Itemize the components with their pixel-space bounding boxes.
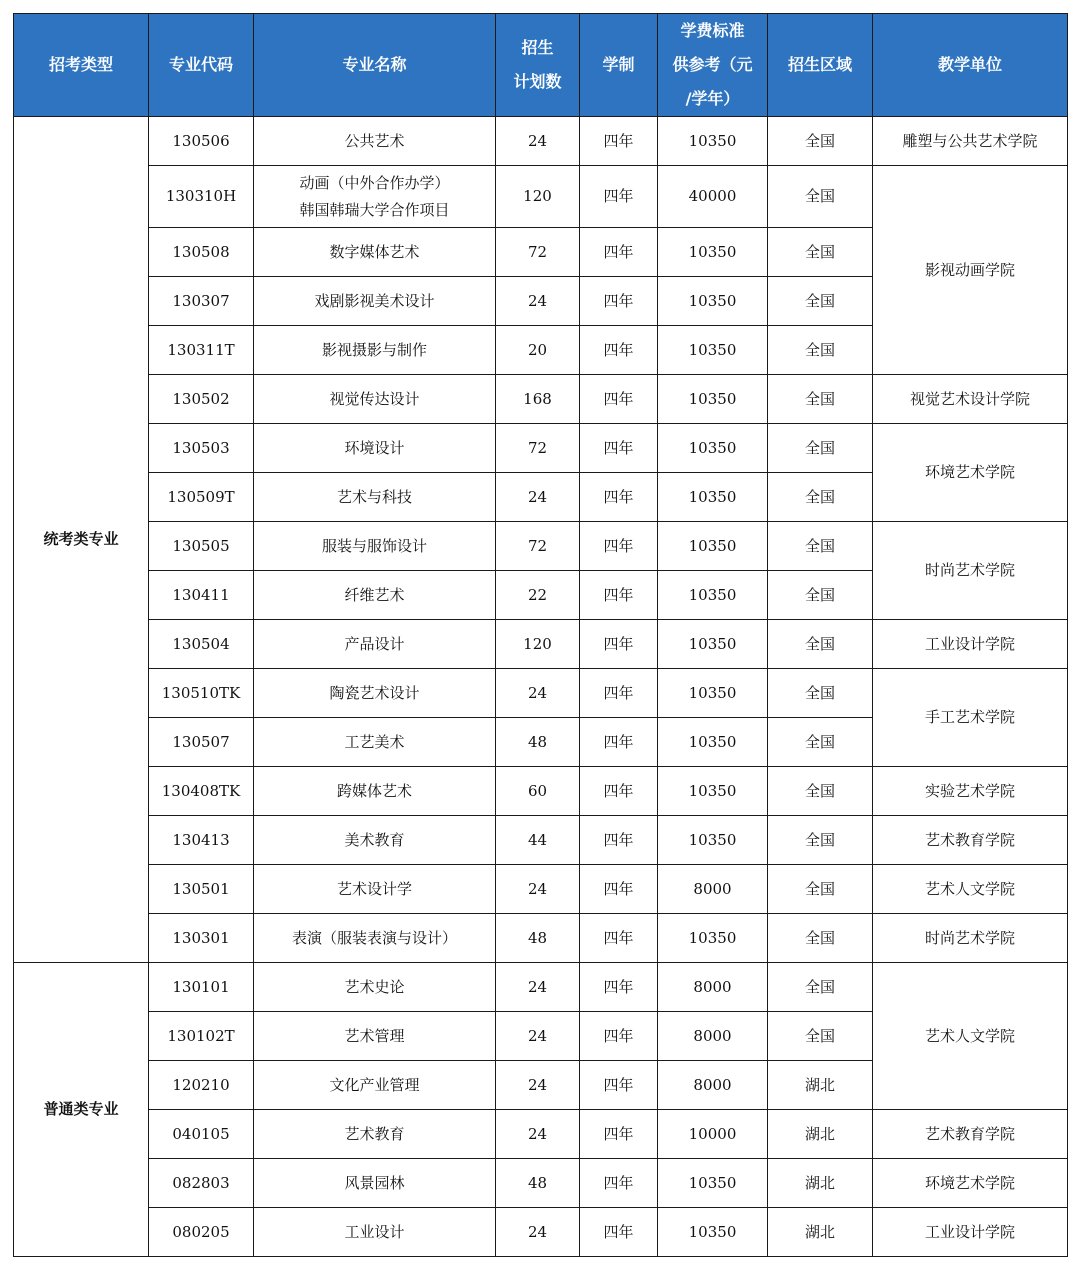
cell-name: 跨媒体艺术 [254, 767, 496, 816]
cell-region: 全国 [768, 718, 873, 767]
cell-plan: 24 [496, 1061, 580, 1110]
header-plan-line2: 计划数 [513, 72, 562, 91]
cell-duration: 四年 [580, 166, 658, 228]
cell-name: 产品设计 [254, 620, 496, 669]
cell-region: 全国 [768, 816, 873, 865]
cell-plan: 72 [496, 228, 580, 277]
header-name: 专业名称 [254, 14, 496, 117]
cell-name: 艺术管理 [254, 1012, 496, 1061]
cell-name: 影视摄影与制作 [254, 326, 496, 375]
cell-duration: 四年 [580, 571, 658, 620]
cell-name: 文化产业管理 [254, 1061, 496, 1110]
cell-name: 工业设计 [254, 1208, 496, 1257]
header-plan [496, 14, 580, 117]
category-unified: 统考类专业 [14, 117, 149, 963]
cell-region: 全国 [768, 1012, 873, 1061]
cell-name-line1: 动画（中外合作办学） [299, 173, 450, 192]
cell-fee: 10350 [658, 914, 768, 963]
admissions-table [13, 13, 1068, 1257]
cell-code: 130505 [149, 522, 254, 571]
table-row [14, 963, 1068, 1012]
cell-plan: 24 [496, 277, 580, 326]
cell-unit: 影视动画学院 [873, 166, 1068, 375]
cell-plan: 22 [496, 571, 580, 620]
cell-duration: 四年 [580, 473, 658, 522]
cell-region: 全国 [768, 963, 873, 1012]
cell-fee: 10350 [658, 816, 768, 865]
cell-unit: 时尚艺术学院 [873, 522, 1068, 620]
cell-plan: 24 [496, 117, 580, 166]
cell-name: 艺术设计学 [254, 865, 496, 914]
cell-unit: 视觉艺术设计学院 [873, 375, 1068, 424]
cell-plan: 120 [496, 166, 580, 228]
cell-fee: 10350 [658, 326, 768, 375]
cell-code: 130509T [149, 473, 254, 522]
cell-region: 全国 [768, 669, 873, 718]
cell-name: 戏剧影视美术设计 [254, 277, 496, 326]
cell-region: 全国 [768, 620, 873, 669]
header-plan-line1: 招生 [521, 38, 554, 57]
table-row [14, 117, 1068, 166]
cell-name: 艺术教育 [254, 1110, 496, 1159]
cell-region: 全国 [768, 522, 873, 571]
cell-code: 130508 [149, 228, 254, 277]
cell-duration: 四年 [580, 1159, 658, 1208]
cell-plan: 120 [496, 620, 580, 669]
cell-duration: 四年 [580, 326, 658, 375]
header-duration: 学制 [580, 14, 658, 117]
cell-code: 040105 [149, 1110, 254, 1159]
admissions-table-container [13, 13, 1068, 1257]
header-fee [658, 14, 768, 117]
cell-duration: 四年 [580, 228, 658, 277]
table-row [14, 669, 1068, 718]
cell-name: 陶瓷艺术设计 [254, 669, 496, 718]
table-row [14, 522, 1068, 571]
cell-code: 082803 [149, 1159, 254, 1208]
cell-fee: 8000 [658, 963, 768, 1012]
cell-plan: 48 [496, 1159, 580, 1208]
cell-fee: 8000 [658, 865, 768, 914]
table-row [14, 166, 1068, 228]
cell-region: 全国 [768, 767, 873, 816]
cell-plan: 24 [496, 1110, 580, 1159]
cell-code: 130413 [149, 816, 254, 865]
cell-plan: 48 [496, 718, 580, 767]
cell-duration: 四年 [580, 277, 658, 326]
cell-code: 130310H [149, 166, 254, 228]
cell-fee: 10350 [658, 669, 768, 718]
cell-name: 纤维艺术 [254, 571, 496, 620]
table-row [14, 767, 1068, 816]
table-row [14, 1208, 1068, 1257]
cell-region: 全国 [768, 571, 873, 620]
cell-name: 公共艺术 [254, 117, 496, 166]
table-row [14, 816, 1068, 865]
cell-code: 130502 [149, 375, 254, 424]
cell-duration: 四年 [580, 117, 658, 166]
header-fee-line1: 学费标准 [680, 21, 745, 40]
cell-code: 080205 [149, 1208, 254, 1257]
cell-code: 130510TK [149, 669, 254, 718]
header-fee-line3: /学年） [685, 89, 740, 108]
table-row [14, 865, 1068, 914]
cell-name: 视觉传达设计 [254, 375, 496, 424]
cell-fee: 10350 [658, 620, 768, 669]
cell-plan: 24 [496, 865, 580, 914]
table-row [14, 424, 1068, 473]
cell-fee: 10000 [658, 1110, 768, 1159]
cell-unit: 工业设计学院 [873, 1208, 1068, 1257]
cell-code: 130503 [149, 424, 254, 473]
cell-name: 美术教育 [254, 816, 496, 865]
cell-plan: 72 [496, 522, 580, 571]
table-row [14, 620, 1068, 669]
cell-unit: 实验艺术学院 [873, 767, 1068, 816]
cell-code: 130102T [149, 1012, 254, 1061]
cell-unit: 艺术教育学院 [873, 1110, 1068, 1159]
cell-code: 130504 [149, 620, 254, 669]
cell-region: 全国 [768, 326, 873, 375]
cell-duration: 四年 [580, 914, 658, 963]
cell-code: 130408TK [149, 767, 254, 816]
cell-name: 风景园林 [254, 1159, 496, 1208]
cell-duration: 四年 [580, 1110, 658, 1159]
cell-duration: 四年 [580, 963, 658, 1012]
cell-name-line2: 韩国韩瑞大学合作项目 [299, 200, 450, 219]
cell-duration: 四年 [580, 718, 658, 767]
cell-name: 表演（服装表演与设计） [254, 914, 496, 963]
cell-duration: 四年 [580, 1208, 658, 1257]
cell-plan: 24 [496, 1012, 580, 1061]
cell-region: 湖北 [768, 1159, 873, 1208]
cell-name: 艺术与科技 [254, 473, 496, 522]
cell-name: 数字媒体艺术 [254, 228, 496, 277]
cell-duration: 四年 [580, 1012, 658, 1061]
cell-region: 全国 [768, 166, 873, 228]
cell-region: 全国 [768, 473, 873, 522]
header-fee-line2: 供参考（元 [672, 55, 753, 74]
cell-region: 全国 [768, 117, 873, 166]
cell-code: 130311T [149, 326, 254, 375]
cell-name: 环境设计 [254, 424, 496, 473]
cell-unit: 手工艺术学院 [873, 669, 1068, 767]
cell-unit: 艺术人文学院 [873, 963, 1068, 1110]
cell-name: 服装与服饰设计 [254, 522, 496, 571]
cell-plan: 72 [496, 424, 580, 473]
cell-unit: 艺术教育学院 [873, 816, 1068, 865]
cell-region: 全国 [768, 865, 873, 914]
cell-plan: 48 [496, 914, 580, 963]
cell-duration: 四年 [580, 1061, 658, 1110]
cell-region: 湖北 [768, 1061, 873, 1110]
cell-code: 130411 [149, 571, 254, 620]
cell-plan: 24 [496, 669, 580, 718]
header-category: 招考类型 [14, 14, 149, 117]
cell-fee: 40000 [658, 166, 768, 228]
cell-region: 湖北 [768, 1208, 873, 1257]
cell-fee: 10350 [658, 277, 768, 326]
cell-code: 120210 [149, 1061, 254, 1110]
table-row [14, 914, 1068, 963]
cell-code: 130507 [149, 718, 254, 767]
cell-region: 湖北 [768, 1110, 873, 1159]
cell-unit: 工业设计学院 [873, 620, 1068, 669]
cell-fee: 10350 [658, 1208, 768, 1257]
cell-duration: 四年 [580, 767, 658, 816]
cell-fee: 10350 [658, 522, 768, 571]
cell-fee: 8000 [658, 1061, 768, 1110]
cell-plan: 24 [496, 473, 580, 522]
table-header-row [14, 14, 1068, 117]
cell-code: 130307 [149, 277, 254, 326]
cell-code: 130506 [149, 117, 254, 166]
cell-duration: 四年 [580, 669, 658, 718]
cell-duration: 四年 [580, 865, 658, 914]
cell-fee: 10350 [658, 571, 768, 620]
cell-plan: 44 [496, 816, 580, 865]
cell-region: 全国 [768, 277, 873, 326]
cell-duration: 四年 [580, 522, 658, 571]
cell-code: 130501 [149, 865, 254, 914]
header-unit: 教学单位 [873, 14, 1068, 117]
cell-code: 130101 [149, 963, 254, 1012]
cell-unit: 雕塑与公共艺术学院 [873, 117, 1068, 166]
cell-fee: 10350 [658, 1159, 768, 1208]
cell-fee: 10350 [658, 718, 768, 767]
cell-unit: 环境艺术学院 [873, 1159, 1068, 1208]
cell-name [254, 166, 496, 228]
cell-fee: 8000 [658, 1012, 768, 1061]
cell-fee: 10350 [658, 424, 768, 473]
table-row [14, 1159, 1068, 1208]
table-row [14, 375, 1068, 424]
cell-region: 全国 [768, 375, 873, 424]
category-general: 普通类专业 [14, 963, 149, 1257]
cell-name: 艺术史论 [254, 963, 496, 1012]
cell-region: 全国 [768, 914, 873, 963]
cell-plan: 168 [496, 375, 580, 424]
cell-fee: 10350 [658, 767, 768, 816]
cell-plan: 60 [496, 767, 580, 816]
header-code: 专业代码 [149, 14, 254, 117]
cell-duration: 四年 [580, 375, 658, 424]
cell-region: 全国 [768, 424, 873, 473]
cell-fee: 10350 [658, 117, 768, 166]
cell-fee: 10350 [658, 473, 768, 522]
cell-code: 130301 [149, 914, 254, 963]
cell-duration: 四年 [580, 424, 658, 473]
cell-unit: 艺术人文学院 [873, 865, 1068, 914]
cell-duration: 四年 [580, 620, 658, 669]
cell-unit: 环境艺术学院 [873, 424, 1068, 522]
cell-region: 全国 [768, 228, 873, 277]
cell-fee: 10350 [658, 375, 768, 424]
cell-unit: 时尚艺术学院 [873, 914, 1068, 963]
cell-plan: 24 [496, 963, 580, 1012]
cell-plan: 20 [496, 326, 580, 375]
cell-fee: 10350 [658, 228, 768, 277]
header-region: 招生区域 [768, 14, 873, 117]
table-row [14, 1110, 1068, 1159]
cell-duration: 四年 [580, 816, 658, 865]
cell-plan: 24 [496, 1208, 580, 1257]
cell-name: 工艺美术 [254, 718, 496, 767]
